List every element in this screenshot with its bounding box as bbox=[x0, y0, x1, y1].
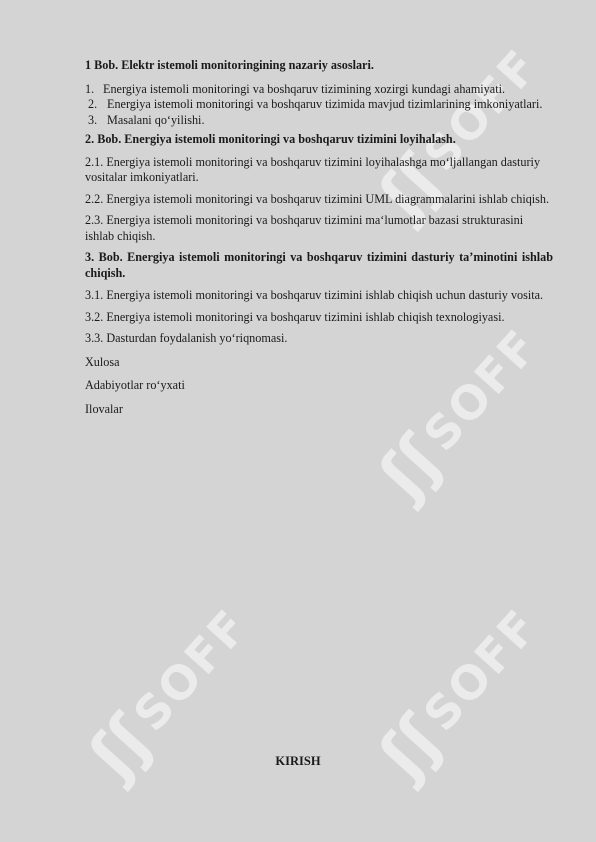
chapter-3-heading: 3. Bob. Energiya istemoli monitoringi va boshqaruv tizimini dasturiy ta’minotini ishlab chiqish. bbox=[85, 250, 553, 280]
list-item bbox=[85, 113, 553, 129]
section-3-1: 3.1. Energiya istemoli monitoringi va boshqaruv tizimini ishlab chiqish uchun dasturiy vosita. bbox=[85, 288, 544, 302]
introduction-heading: KIRISH bbox=[275, 754, 321, 768]
section-3-2: 3.2. Energiya istemoli monitoringi va boshqaruv tizimini ishlab chiqish texnologiyasi. bbox=[85, 309, 505, 324]
section-2-2: 2.2. Energiya istemoli monitoringi va boshqaruv tizimini UML diagrammalarini ishlab chiqish. bbox=[85, 191, 550, 206]
watermark-mark: ʃʃ bbox=[75, 702, 167, 792]
chapter-2-heading: 2. Bob. Energiya istemoli monitoringi va boshqaruv tizimini loyihalash. bbox=[85, 132, 456, 146]
section-3-3: 3.3. Dasturdan foydalanish yo‘riqnomasi. bbox=[85, 331, 288, 345]
watermark-text: SOFF bbox=[412, 598, 549, 742]
list-text: Energiya istemoli monitoringi va boshqaruv tizimida mavjud tizimlarining imkoniyatlari. bbox=[107, 97, 543, 111]
watermark-mark: ʃʃ bbox=[365, 422, 457, 512]
list-number: 3. bbox=[88, 112, 98, 127]
watermark-text: SOFF bbox=[412, 38, 549, 182]
watermark-mark: ʃʃ bbox=[365, 702, 457, 792]
list-number: 1. bbox=[85, 81, 95, 96]
conclusion: Xulosa bbox=[85, 354, 120, 369]
appendices: Ilovalar bbox=[85, 401, 123, 416]
chapter-1-heading: 1 Bob. Elektr istemoli monitoringining nazariy asoslari. bbox=[85, 58, 374, 72]
list-item bbox=[85, 82, 553, 98]
references: Adabiyotlar ro‘yxati bbox=[85, 378, 185, 392]
list-text: Energiya istemoli monitoringi va boshqaruv tizimining xozirgi kundagi ahamiyati. bbox=[103, 81, 506, 96]
watermark-mark: ʃʃ bbox=[365, 142, 457, 232]
table-of-contents bbox=[85, 58, 553, 425]
watermark-text: SOFF bbox=[122, 598, 259, 742]
section-2-3: 2.3. Energiya istemoli monitoringi va boshqaruv tizimini ma‘lumotlar bazasi strukturasini ishlab chiqish. bbox=[85, 213, 524, 243]
list-number: 2. bbox=[88, 97, 98, 111]
section-2-1: 2.1. Energiya istemoli monitoringi va boshqaruv tizimini loyihalashga mo‘ljallangan dasturiy vositalar imkoniyatlari. bbox=[85, 154, 541, 184]
watermark-text: SOFF bbox=[412, 318, 549, 462]
list-item bbox=[85, 97, 553, 113]
list-text: Masalani qo‘yilishi. bbox=[107, 112, 205, 127]
